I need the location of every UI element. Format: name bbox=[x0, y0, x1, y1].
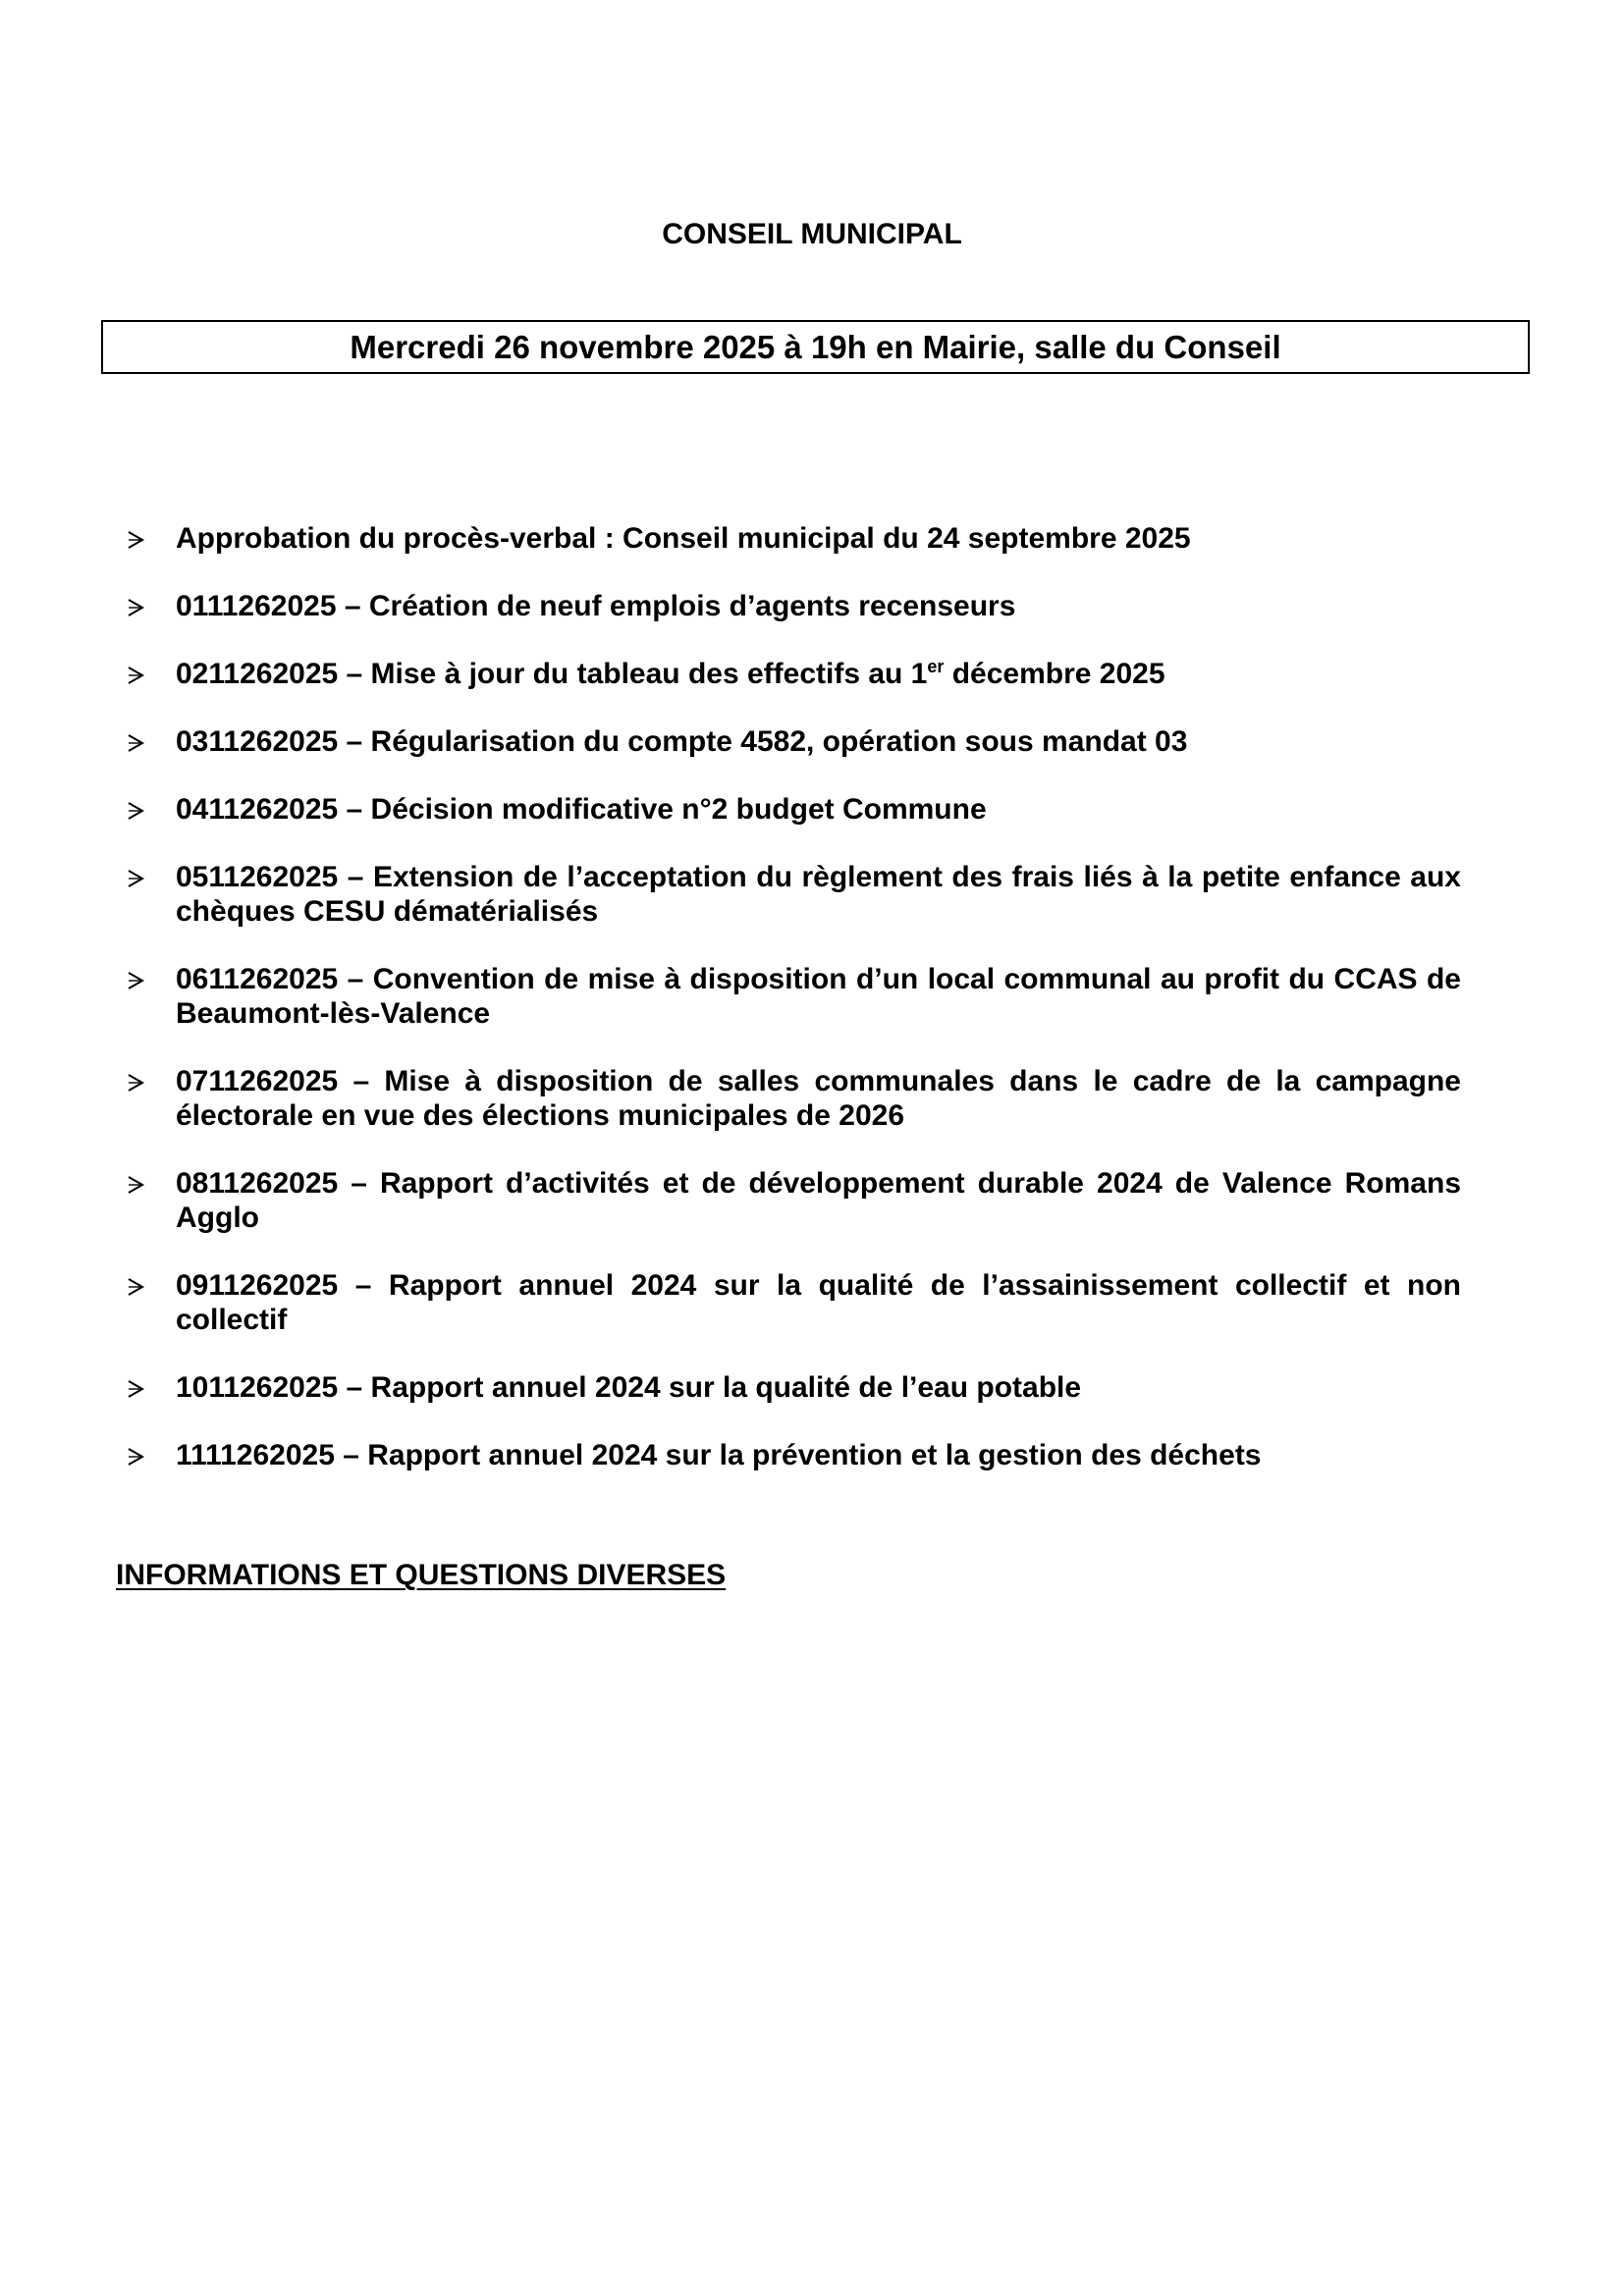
agenda-item-text: 0811262025 – Rapport d’activités et de développement durable 2024 de Valence Romans Agglo bbox=[176, 1167, 1461, 1234]
agenda-item bbox=[126, 1166, 1461, 1235]
arrow-bullet-icon bbox=[126, 1268, 176, 1303]
agenda-item bbox=[126, 657, 1461, 691]
arrow-bullet-icon bbox=[126, 1064, 176, 1098]
agenda-item-text: 0111262025 – Création de neuf emplois d’agents recenseurs bbox=[176, 590, 1016, 622]
agenda-item-text: 0911262025 – Rapport annuel 2024 sur la qualité de l’assainissement collectif et non collectif bbox=[176, 1269, 1461, 1336]
agenda-item bbox=[126, 792, 1461, 827]
meeting-info-box bbox=[101, 320, 1530, 374]
agenda-item bbox=[126, 1064, 1461, 1133]
agenda-item bbox=[126, 1268, 1461, 1337]
arrow-bullet-icon bbox=[126, 962, 176, 996]
agenda-item-text: 0711262025 – Mise à disposition de salles communales dans le cadre de la campagne électorale en vue des élections municipales de 2026 bbox=[176, 1065, 1461, 1132]
meeting-info-text: Mercredi 26 novembre 2025 à 19h en Mairie, salle du Conseil bbox=[350, 328, 1281, 365]
agenda-item-text: 1011262025 – Rapport annuel 2024 sur la qualité de l’eau potable bbox=[176, 1371, 1082, 1404]
section-heading-informations: INFORMATIONS ET QUESTIONS DIVERSES bbox=[116, 1559, 727, 1591]
agenda-item bbox=[126, 860, 1461, 929]
agenda-item-text: Approbation du procès-verbal : Conseil municipal du 24 septembre 2025 bbox=[176, 522, 1191, 555]
agenda-item-text: 0311262025 – Régularisation du compte 4582, opération sous mandat 03 bbox=[176, 725, 1188, 758]
arrow-bullet-icon bbox=[126, 724, 176, 759]
agenda-item bbox=[126, 589, 1461, 623]
page-title: CONSEIL MUNICIPAL bbox=[662, 218, 962, 250]
agenda-item-text: 0611262025 – Convention de mise à disposition d’un local communal au profit du CCAS de Beaumont-lès-Valence bbox=[176, 963, 1461, 1030]
arrow-bullet-icon bbox=[126, 860, 176, 894]
agenda-item-text-part: 0211262025 – Mise à jour du tableau des effectifs au 1 bbox=[176, 658, 928, 690]
arrow-bullet-icon bbox=[126, 521, 176, 556]
arrow-bullet-icon bbox=[126, 589, 176, 623]
agenda-item-text: 0411262025 – Décision modificative n°2 budget Commune bbox=[176, 793, 987, 826]
arrow-bullet-icon bbox=[126, 1370, 176, 1405]
agenda-item bbox=[126, 1438, 1461, 1472]
agenda-item bbox=[126, 521, 1461, 556]
agenda-item-text-part: décembre 2025 bbox=[944, 658, 1165, 690]
agenda-item-text bbox=[176, 657, 1461, 691]
agenda-item-text: 1111262025 – Rapport annuel 2024 sur la prévention et la gestion des déchets bbox=[176, 1439, 1262, 1471]
arrow-bullet-icon bbox=[126, 1166, 176, 1201]
ordinal-superscript: er bbox=[927, 657, 945, 676]
arrow-bullet-icon bbox=[126, 1438, 176, 1472]
arrow-bullet-icon bbox=[126, 792, 176, 827]
agenda-item-text: 0511262025 – Extension de l’acceptation du règlement des frais liés à la petite enfance aux chèques CESU dématérialisés bbox=[176, 861, 1461, 928]
agenda-item bbox=[126, 962, 1461, 1031]
agenda-item bbox=[126, 1370, 1461, 1405]
agenda-item bbox=[126, 724, 1461, 759]
arrow-bullet-icon bbox=[126, 657, 176, 691]
